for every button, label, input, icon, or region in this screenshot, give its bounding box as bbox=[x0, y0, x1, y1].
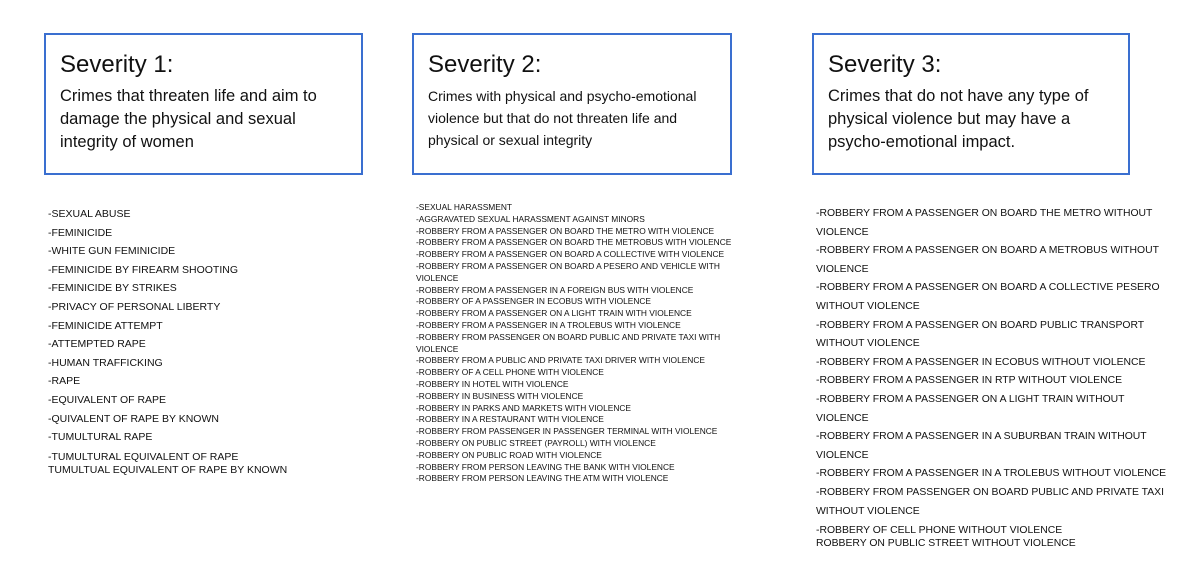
list-item: -FEMINICIDE BY STRIKES bbox=[48, 282, 177, 295]
list-item: -FEMINICIDE ATTEMPT bbox=[48, 319, 163, 332]
list-item: -ROBBERY IN A RESTAURANT WITH VIOLENCE bbox=[416, 414, 604, 425]
severity-3-description: Crimes that do not have any type of physical violence but may have a psycho-emotional impact. bbox=[828, 87, 1089, 151]
list-item: -FEMINICIDE bbox=[48, 226, 113, 239]
list-item: -ROBBERY FROM A PASSENGER ON BOARD A COLLECTIVE PESERO WITHOUT VIOLENCE bbox=[816, 282, 1160, 312]
list-item: -AGGRAVATED SEXUAL HARASSMENT AGAINST MINORS bbox=[416, 213, 645, 224]
severity-1-description: Crimes that threaten life and aim to damage the physical and sexual integrity of women bbox=[60, 87, 317, 151]
list-item: -ROBBERY FROM A PASSENGER ON BOARD A COLLECTIVE WITH VIOLENCE bbox=[416, 249, 725, 260]
list-item: -PRIVACY OF PERSONAL LIBERTY bbox=[48, 300, 221, 313]
list-item: -ROBBERY FROM A PASSENGER IN A SUBURBAN TRAIN WITHOUT VIOLENCE bbox=[816, 431, 1147, 461]
list-item: -ROBBERY OF CELL PHONE WITHOUT VIOLENCE bbox=[816, 525, 1063, 537]
list-item: -ROBBERY ON PUBLIC STREET (PAYROLL) WITH VIOLENCE bbox=[416, 437, 656, 448]
list-item: -ROBBERY FROM PASSENGER ON BOARD PUBLIC AND PRIVATE TAXI WITH VIOLENCE bbox=[416, 331, 721, 354]
severity-1-crime-list bbox=[48, 205, 348, 477]
list-item: -ROBBERY IN HOTEL WITH VIOLENCE bbox=[416, 378, 569, 389]
list-item-last: ROBBERY ON PUBLIC STREET WITHOUT VIOLENCE bbox=[816, 538, 1076, 550]
list-item: -ROBBERY FROM PASSENGER IN PASSENGER TERMINAL WITH VIOLENCE bbox=[416, 426, 718, 437]
list-item: -ROBBERY FROM A PASSENGER IN A TROLEBUS WITH VIOLENCE bbox=[416, 319, 681, 330]
list-item: -ROBBERY FROM A PASSENGER ON A LIGHT TRAIN WITHOUT VIOLENCE bbox=[816, 393, 1125, 424]
list-item: -WHITE GUN FEMINICIDE bbox=[48, 245, 176, 258]
list-item: -TUMULTURAL EQUIVALENT OF RAPE bbox=[48, 450, 239, 463]
list-item: -SEXUAL ABUSE bbox=[48, 208, 131, 220]
list-item: -ROBBERY FROM PASSENGER ON BOARD PUBLIC AND PRIVATE TAXI WITHOUT VIOLENCE bbox=[816, 486, 1164, 517]
list-item: -ROBBERY FROM A PUBLIC AND PRIVATE TAXI DRIVER WITH VIOLENCE bbox=[416, 355, 705, 366]
list-item: -ROBBERY FROM A PASSENGER ON A LIGHT TRAIN WITH VIOLENCE bbox=[416, 308, 692, 319]
list-item: -ROBBERY FROM A PASSENGER ON BOARD THE METRO WITH VIOLENCE bbox=[416, 225, 715, 236]
list-item: -ROBBERY IN PARKS AND MARKETS WITH VIOLENCE bbox=[416, 402, 631, 413]
severity-2-box bbox=[412, 33, 732, 175]
list-item: -ROBBERY FROM A PASSENGER IN A TROLEBUS WITHOUT VIOLENCE bbox=[816, 468, 1167, 480]
list-item: -ROBBERY FROM A PASSENGER ON BOARD A PESERO AND VEHICLE WITH VIOLENCE bbox=[416, 260, 720, 283]
severity-1-box bbox=[44, 33, 363, 175]
list-item: -HUMAN TRAFFICKING bbox=[48, 356, 163, 369]
list-item-last: TUMULTUAL EQUIVALENT OF RAPE BY KNOWN bbox=[48, 463, 288, 476]
severity-2-crime-list bbox=[416, 202, 746, 485]
list-item: -ROBBERY FROM A PASSENGER ON BOARD THE METRO WITHOUT VIOLENCE bbox=[816, 208, 1153, 238]
list-item: -ROBBERY FROM A PASSENGER ON BOARD PUBLIC TRANSPORT WITHOUT VIOLENCE bbox=[816, 319, 1144, 350]
list-item: -ROBBERY FROM A PASSENGER IN RTP WITHOUT VIOLENCE bbox=[816, 375, 1123, 387]
list-item: -ROBBERY ON PUBLIC ROAD WITH VIOLENCE bbox=[416, 449, 602, 460]
severity-3-title: Severity 3: bbox=[828, 51, 942, 78]
list-item: -ROBBERY FROM PERSON LEAVING THE ATM WITH VIOLENCE bbox=[416, 473, 669, 484]
list-item: -ATTEMPTED RAPE bbox=[48, 338, 146, 351]
list-item: -EQUIVALENT OF RAPE bbox=[48, 393, 167, 406]
list-item: -QUIVALENT OF RAPE BY KNOWN bbox=[48, 412, 219, 425]
list-item: -ROBBERY FROM A PASSENGER IN A FOREIGN BUS WITH VIOLENCE bbox=[416, 284, 694, 295]
severity-1-title: Severity 1: bbox=[60, 51, 174, 78]
list-item: -ROBBERY OF A PASSENGER IN ECOBUS WITH VIOLENCE bbox=[416, 296, 652, 307]
severity-3-crime-list bbox=[816, 205, 1171, 550]
severity-2-title: Severity 2: bbox=[428, 51, 542, 78]
list-item: -ROBBERY IN BUSINESS WITH VIOLENCE bbox=[416, 390, 584, 401]
list-item: -ROBBERY FROM A PASSENGER IN ECOBUS WITHOUT VIOLENCE bbox=[816, 356, 1146, 368]
list-item: -RAPE bbox=[48, 375, 81, 388]
list-item: -ROBBERY FROM PERSON LEAVING THE BANK WITH VIOLENCE bbox=[416, 461, 675, 472]
list-item: -SEXUAL HARASSMENT bbox=[416, 202, 513, 212]
severity-2-description: Crimes with physical and psycho-emotional violence but that do not threaten life and physical or sexual integrity bbox=[428, 88, 697, 148]
list-item: -ROBBERY FROM A PASSENGER ON BOARD THE METROBUS WITH VIOLENCE bbox=[416, 237, 732, 248]
list-item: -FEMINICIDE BY FIREARM SHOOTING bbox=[48, 263, 238, 276]
list-item: -ROBBERY OF A CELL PHONE WITH VIOLENCE bbox=[416, 367, 604, 378]
list-item: -ROBBERY FROM A PASSENGER ON BOARD A METROBUS WITHOUT VIOLENCE bbox=[816, 245, 1159, 275]
severity-3-box bbox=[812, 33, 1130, 175]
list-item: -TUMULTURAL RAPE bbox=[48, 431, 153, 444]
